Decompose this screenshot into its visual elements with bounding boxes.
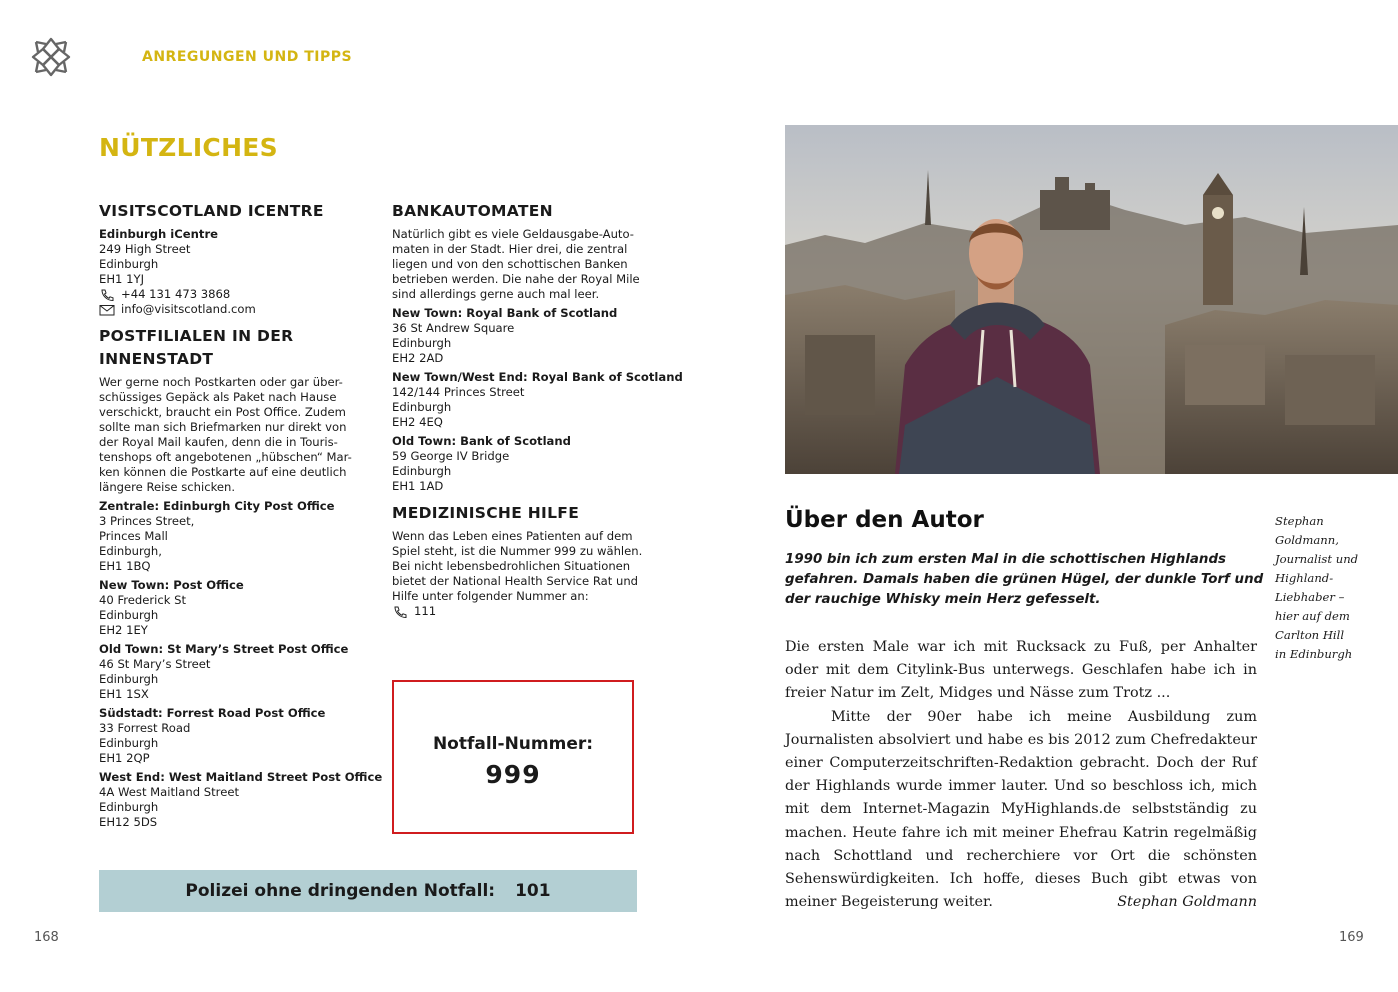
medical-intro bbox=[392, 529, 652, 604]
emergency-label: Notfall-Nummer: bbox=[432, 734, 594, 754]
address-line: Edinburgh bbox=[99, 800, 159, 814]
lead-line: der rauchige Whisky mein Herz gefesselt. bbox=[785, 592, 1101, 607]
address-line: 4A West Maitland Street bbox=[99, 785, 240, 799]
bank-entry bbox=[392, 434, 652, 494]
address-line: EH1 1BQ bbox=[99, 559, 151, 573]
intro-line: sollte man sich Briefmarken nur direkt von bbox=[99, 420, 347, 434]
author-signature: Stephan Goldmann bbox=[1117, 894, 1257, 911]
icentre-name: Edinburgh iCentre bbox=[99, 227, 219, 241]
post-office-entry bbox=[99, 642, 361, 702]
post-heading-line: INNENSTADT bbox=[99, 350, 214, 368]
address-line: EH2 2AD bbox=[392, 351, 444, 365]
nhs-phone-number[interactable]: 111 bbox=[414, 604, 437, 618]
post-office-entry bbox=[99, 706, 361, 766]
post-office-entry bbox=[99, 770, 383, 830]
lead-line: 1990 bin ich zum ersten Mal in die schottischen Highlands bbox=[785, 552, 1226, 567]
post-office-entry bbox=[99, 578, 361, 638]
intro-line: Bei nicht lebensbedrohlichen Situationen bbox=[392, 559, 631, 573]
middle-column bbox=[392, 200, 683, 619]
body-paragraph: Mitte der 90er habe ich meine Ausbildung zum Journalisten absolviert und habe es bis 2012 zum Chefredakteur einer Computerzeitschriften-Redaktion gebracht. Doch der Ruf der Highlands wurde immer lauter. Und so beschloss ich, mich mit dem Internet-Magazin MyHighlands.de selbstständig zu machen. Heute fahre ich mit meiner Ehefrau Katrin regelmäßig nach Schottland und recherchiere vor Ort die schönsten Sehenswürdigkeiten. Ich hoffe, dieses Buch gibt etwas von meiner Begeisterung weiter. bbox=[785, 708, 1257, 911]
emergency-box bbox=[392, 680, 634, 834]
address-line: EH2 4EQ bbox=[392, 415, 443, 429]
caption-line: hier auf dem bbox=[1275, 609, 1350, 623]
address-line: Edinburgh bbox=[392, 400, 452, 414]
post-office-entry bbox=[99, 499, 361, 574]
section-title: NÜTZLICHES bbox=[99, 133, 278, 162]
author-photo bbox=[785, 125, 1398, 474]
police-bar bbox=[99, 870, 637, 912]
intro-line: Hilfe unter folgender Nummer an: bbox=[392, 589, 589, 603]
address-line: Edinburgh bbox=[99, 257, 159, 271]
intro-line: tenshops oft angebotenen „hübschen“ Mar- bbox=[99, 450, 352, 464]
intro-line: sind allerdings gerne auch mal leer. bbox=[392, 287, 600, 301]
address-line: EH12 5DS bbox=[99, 815, 158, 829]
post-heading-line: POSTFILIALEN IN DER bbox=[99, 327, 294, 345]
nhs-phone-contact bbox=[392, 604, 652, 619]
post-office-name: Südstadt: Forrest Road Post Office bbox=[99, 706, 326, 720]
address-line: EH1 1AD bbox=[392, 479, 444, 493]
post-office-name: Zentrale: Edinburgh City Post Office bbox=[99, 499, 335, 513]
police-number: 101 bbox=[515, 881, 551, 901]
address-line: Edinburgh bbox=[99, 736, 159, 750]
bank-name: New Town: Royal Bank of Scotland bbox=[392, 306, 618, 320]
email-link[interactable]: info@visitscotland.com bbox=[121, 302, 256, 316]
lead-line: gefahren. Damals haben die grünen Hügel, der dunkle Torf und bbox=[785, 572, 1264, 587]
caption-line: Journalist und bbox=[1275, 552, 1359, 566]
police-label: Polizei ohne dringenden Notfall: bbox=[185, 881, 496, 901]
body-paragraph: Die ersten Male war ich mit Rucksack zu Fuß, per Anhalter oder mit dem Citylink-Bus unterwegs. Geschlafen habe ich in freier Natur im Zelt, Midges und Nässe zum Trotz ... bbox=[785, 639, 1257, 702]
address-line: EH1 2QP bbox=[99, 751, 150, 765]
banks-heading: BANKAUTOMATEN bbox=[392, 202, 553, 220]
intro-line: Spiel steht, ist die Nummer 999 zu wählen. bbox=[392, 544, 643, 558]
about-title: Über den Autor bbox=[785, 507, 984, 533]
address-line: Princes Mall bbox=[99, 529, 168, 543]
about-body bbox=[785, 636, 1257, 914]
post-office-name: West End: West Maitland Street Post Office bbox=[99, 770, 383, 784]
caption-line: Liebhaber – bbox=[1275, 590, 1345, 604]
intro-line: der Royal Mail kaufen, denn die in Touris- bbox=[99, 435, 338, 449]
intro-line: verschickt, braucht ein Post Office. Zudem bbox=[99, 405, 346, 419]
about-lead bbox=[785, 550, 1264, 610]
banks-intro bbox=[392, 227, 652, 302]
intro-line: Wer gerne noch Postkarten oder gar über- bbox=[99, 375, 343, 389]
intro-line: maten in der Stadt. Hier drei, die zentral bbox=[392, 242, 628, 256]
intro-line: Wenn das Leben eines Patienten auf dem bbox=[392, 529, 633, 543]
intro-line: bietet der National Health Service Rat und bbox=[392, 574, 639, 588]
intro-line: betrieben werden. Die nahe der Royal Mile bbox=[392, 272, 640, 286]
page-number-right: 169 bbox=[1339, 930, 1364, 945]
celtic-knot-icon bbox=[30, 36, 72, 78]
emergency-number: 999 bbox=[485, 760, 541, 789]
bank-name: Old Town: Bank of Scotland bbox=[392, 434, 571, 448]
page-number-left: 168 bbox=[34, 930, 59, 945]
intro-line: schüssiges Gepäck als Paket nach Hause bbox=[99, 390, 337, 404]
post-heading bbox=[99, 325, 361, 371]
running-header: ANREGUNGEN UND TIPPS bbox=[142, 49, 353, 65]
email-contact bbox=[99, 302, 361, 317]
address-line: EH2 1EY bbox=[99, 623, 148, 637]
mail-icon bbox=[99, 304, 115, 316]
caption-line: Highland- bbox=[1275, 571, 1334, 585]
intro-line: liegen und von den schottischen Banken bbox=[392, 257, 628, 271]
intro-line: Natürlich gibt es viele Geldausgabe-Auto- bbox=[392, 227, 634, 241]
caption-line: Stephan bbox=[1275, 514, 1324, 528]
post-office-name: Old Town: St Mary’s Street Post Office bbox=[99, 642, 349, 656]
address-line: Edinburgh bbox=[99, 672, 159, 686]
address-line: EH1 1YJ bbox=[99, 272, 144, 286]
address-line: Edinburgh bbox=[392, 336, 452, 350]
address-line: 33 Forrest Road bbox=[99, 721, 191, 735]
caption-line: in Edinburgh bbox=[1275, 647, 1353, 661]
phone-icon bbox=[392, 606, 408, 618]
address-line: 3 Princes Street, bbox=[99, 514, 195, 528]
intro-line: ken können die Postkarte auf eine deutlich bbox=[99, 465, 347, 479]
address-line: 249 High Street bbox=[99, 242, 191, 256]
caption-line: Carlton Hill bbox=[1275, 628, 1345, 642]
bank-entry bbox=[392, 370, 683, 430]
phone-icon bbox=[99, 289, 115, 301]
address-line: 36 St Andrew Square bbox=[392, 321, 515, 335]
phone-number[interactable]: +44 131 473 3868 bbox=[121, 287, 231, 301]
caption-line: Goldmann, bbox=[1275, 533, 1339, 547]
visitscotland-heading: VISITSCOTLAND ICENTRE bbox=[99, 202, 324, 220]
medical-heading: MEDIZINISCHE HILFE bbox=[392, 504, 580, 522]
bank-name: New Town/West End: Royal Bank of Scotland bbox=[392, 370, 683, 384]
post-intro bbox=[99, 375, 361, 495]
address-line: EH1 1SX bbox=[99, 687, 149, 701]
address-line: 40 Frederick St bbox=[99, 593, 187, 607]
address-line: 46 St Mary’s Street bbox=[99, 657, 211, 671]
address-line: Edinburgh bbox=[392, 464, 452, 478]
address-line: Edinburgh bbox=[99, 608, 159, 622]
intro-line: längere Reise schicken. bbox=[99, 480, 236, 494]
address-line: 142/144 Princes Street bbox=[392, 385, 525, 399]
address-line: 59 George IV Bridge bbox=[392, 449, 510, 463]
phone-contact bbox=[99, 287, 361, 302]
left-column bbox=[99, 200, 383, 830]
post-office-name: New Town: Post Office bbox=[99, 578, 244, 592]
photo-caption bbox=[1275, 512, 1387, 664]
bank-entry bbox=[392, 306, 652, 366]
address-line: Edinburgh, bbox=[99, 544, 162, 558]
